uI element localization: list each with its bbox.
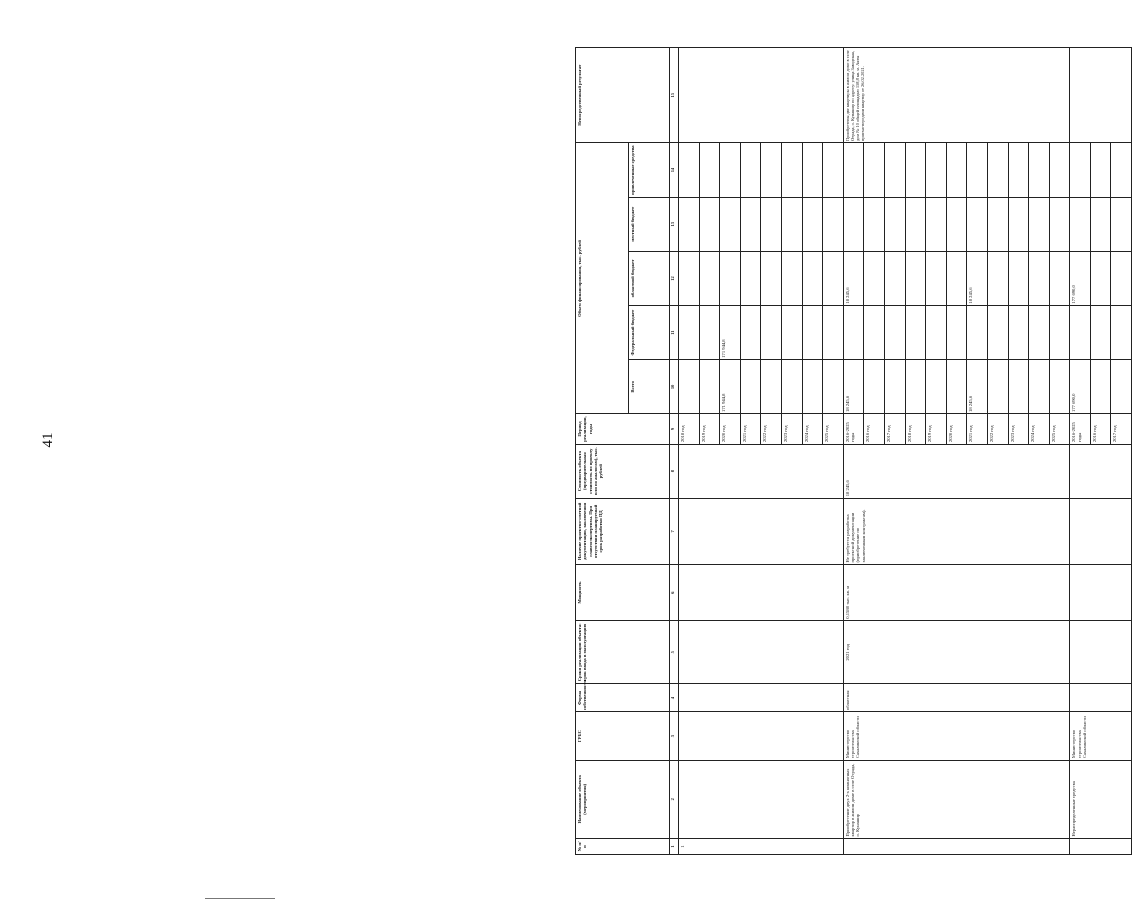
extra-cell: [884, 143, 905, 197]
undistributed-grbs: Министерство строительства Сахалинской области: [1070, 712, 1132, 760]
federal-cell: [1090, 306, 1111, 360]
period-cell: 2017 год: [884, 414, 905, 444]
object-cost: 18 245,6: [843, 444, 1070, 498]
undistributed-design-cell: [1070, 498, 1132, 564]
total-cell: 18 245,6: [843, 360, 864, 414]
column-number: 15: [670, 48, 679, 144]
column-number: 4: [670, 684, 679, 712]
period-cell: 2024 год: [802, 414, 823, 444]
local-cell: [967, 197, 988, 251]
local-cell: [1029, 197, 1050, 251]
regional-cell: [699, 251, 720, 305]
regional-cell: [905, 251, 926, 305]
local-cell: [843, 197, 864, 251]
regional-cell: 18 245,6: [967, 251, 988, 305]
total-cell: [1049, 360, 1070, 414]
federal-cell: [1070, 306, 1091, 360]
federal-cell: [1111, 306, 1132, 360]
federal-cell: [823, 306, 844, 360]
header-term: Сроки реализации объекта: срок ввода в эксплуатацию: [576, 621, 670, 684]
extra-cell: [987, 143, 1008, 197]
object-capacity: 0,1588 тыс. кв. м: [843, 564, 1070, 620]
federal-cell: [946, 306, 967, 360]
regional-cell: [1008, 251, 1029, 305]
block1-ownership-cell: [679, 684, 844, 712]
header-ownership: Форма собственности: [576, 684, 670, 712]
scan-artifact-line: [205, 898, 275, 899]
column-number: 6: [670, 564, 679, 620]
federal-cell: [926, 306, 947, 360]
period-cell: 2021 год: [967, 414, 988, 444]
regional-cell: [946, 251, 967, 305]
local-cell: [905, 197, 926, 251]
column-number: 7: [670, 498, 679, 564]
regional-cell: [761, 251, 782, 305]
period-cell: 2017 год: [1111, 414, 1132, 444]
extra-cell: [1049, 143, 1070, 197]
block1-result-cell: [679, 48, 844, 144]
total-cell: [802, 360, 823, 414]
extra-cell: [967, 143, 988, 197]
total-cell: [699, 360, 720, 414]
federal-cell: [1029, 306, 1050, 360]
undistributed-term-cell: [1070, 621, 1132, 684]
block1-grbs-cell: [679, 712, 844, 760]
total-cell: [781, 360, 802, 414]
undistributed-cost-cell: [1070, 444, 1132, 498]
period-cell: 2023 год: [781, 414, 802, 444]
regional-cell: [884, 251, 905, 305]
period-cell: 2018 год: [679, 414, 700, 444]
block1-name-cell: [679, 760, 844, 838]
table-row: [843, 48, 864, 855]
federal-cell: [679, 306, 700, 360]
column-number: 13: [670, 197, 679, 251]
total-cell: [864, 360, 885, 414]
header-result: Непосредственный результат: [576, 48, 670, 144]
regional-cell: 177 690,0: [1070, 251, 1091, 305]
regional-cell: [1049, 251, 1070, 305]
object-grbs: Министерство строительства Сахалинской области: [843, 712, 1070, 760]
regional-cell: [823, 251, 844, 305]
regional-cell: [926, 251, 947, 305]
federal-cell: [967, 306, 988, 360]
undistributed-name: Нераспределенные средства: [1070, 760, 1132, 838]
block1-num: 1: [679, 838, 844, 854]
header-regional: областной бюджет: [629, 251, 670, 305]
total-cell: [679, 360, 700, 414]
local-cell: [1090, 197, 1111, 251]
local-cell: [720, 197, 741, 251]
total-cell: [740, 360, 761, 414]
extra-cell: [926, 143, 947, 197]
local-cell: [926, 197, 947, 251]
header-capacity: Мощность: [576, 564, 670, 620]
block1-design-cell: [679, 498, 844, 564]
extra-cell: [823, 143, 844, 197]
extra-cell: [720, 143, 741, 197]
block1-term-cell: [679, 621, 844, 684]
extra-cell: [761, 143, 782, 197]
period-cell: 2019 год: [926, 414, 947, 444]
object-term: 2021 год: [843, 621, 1070, 684]
header-extra: привлеченные средства: [629, 143, 670, 197]
total-cell: 177 690,0: [1070, 360, 1091, 414]
local-cell: [946, 197, 967, 251]
undistributed-result-cell: [1070, 48, 1132, 144]
local-cell: [679, 197, 700, 251]
extra-cell: [679, 143, 700, 197]
local-cell: [781, 197, 802, 251]
column-number: 2: [670, 760, 679, 838]
extra-cell: [699, 143, 720, 197]
total-cell: [1090, 360, 1111, 414]
header-design-docs: Наличие проектно-сметной документации, заключения главгосэкспертизы. При отсутствии планируемый срок разработки ПД: [576, 498, 670, 564]
regional-cell: [720, 251, 741, 305]
period-cell: 2016 год: [1090, 414, 1111, 444]
federal-cell: [699, 306, 720, 360]
extra-cell: [1111, 143, 1132, 197]
period-cell: 2020 год: [946, 414, 967, 444]
header-total: Всего: [629, 360, 670, 414]
column-number: 3: [670, 712, 679, 760]
local-cell: [864, 197, 885, 251]
regional-cell: [802, 251, 823, 305]
extra-cell: [864, 143, 885, 197]
total-cell: [761, 360, 782, 414]
local-cell: [802, 197, 823, 251]
federal-cell: [740, 306, 761, 360]
total-cell: [1111, 360, 1132, 414]
federal-cell: [864, 306, 885, 360]
regional-cell: [1111, 251, 1132, 305]
header-cost: Стоимость объекта (предварительная стоимость по проекту или по аналогам), тыс. рублей: [576, 444, 670, 498]
header-grbs: ГРБС: [576, 712, 670, 760]
period-cell: 2023 год: [1008, 414, 1029, 444]
column-number: 5: [670, 621, 679, 684]
extra-cell: [802, 143, 823, 197]
extra-cell: [843, 143, 864, 197]
undistributed-capacity-cell: [1070, 564, 1132, 620]
table-row: [1070, 48, 1091, 855]
total-cell: [1008, 360, 1029, 414]
column-number: 12: [670, 251, 679, 305]
block1-cost-cell: [679, 444, 844, 498]
extra-cell: [1070, 143, 1091, 197]
local-cell: [1008, 197, 1029, 251]
federal-cell: [1008, 306, 1029, 360]
local-cell: [1111, 197, 1132, 251]
rotated-table-sheet: [575, 47, 1118, 855]
local-cell: [1049, 197, 1070, 251]
federal-cell: [761, 306, 782, 360]
regional-cell: [740, 251, 761, 305]
local-cell: [987, 197, 1008, 251]
regional-cell: [864, 251, 885, 305]
object-name: Приобретение двух 2-х комнатных квартир в жилом доме в селе Отрада, о. Кунашир: [843, 760, 1070, 838]
local-cell: [1070, 197, 1091, 251]
period-cell: 2022 год: [761, 414, 782, 444]
header-local: местный бюджет: [629, 197, 670, 251]
table-row: [679, 48, 700, 855]
local-cell: [761, 197, 782, 251]
total-cell: 171 944,8: [720, 360, 741, 414]
regional-cell: [1029, 251, 1050, 305]
total-cell: [946, 360, 967, 414]
local-cell: [823, 197, 844, 251]
object-design-docs: Не требуется разработка проектной документации (приобретение по заключенным контрактам).: [843, 498, 1070, 564]
period-cell: 2016 год: [864, 414, 885, 444]
header-federal: Федеральный бюджет: [629, 306, 670, 360]
total-cell: [905, 360, 926, 414]
period-cell: 2016-2025 годы: [843, 414, 864, 444]
local-cell: [884, 197, 905, 251]
header-period: Период реализации, годы: [576, 414, 670, 444]
object-ownership: областная: [843, 684, 1070, 712]
period-cell: 2024 год: [1029, 414, 1050, 444]
undistributed-ownership-cell: [1070, 684, 1132, 712]
federal-cell: [884, 306, 905, 360]
total-cell: [987, 360, 1008, 414]
header-num: № п/п: [576, 838, 670, 854]
total-cell: [884, 360, 905, 414]
block1-capacity-cell: [679, 564, 844, 620]
regional-cell: [781, 251, 802, 305]
page-number: 41: [40, 432, 56, 448]
object-num-cell: [843, 838, 1070, 854]
total-cell: 18 245,6: [967, 360, 988, 414]
column-number: 8: [670, 444, 679, 498]
federal-cell: [1049, 306, 1070, 360]
period-cell: 2018 год: [905, 414, 926, 444]
total-cell: [823, 360, 844, 414]
header-name: Наименование объекта (мероприятия): [576, 760, 670, 838]
column-number: 14: [670, 143, 679, 197]
column-number: 9: [670, 414, 679, 444]
column-number: 1: [670, 838, 679, 854]
period-cell: 2019 год: [699, 414, 720, 444]
period-cell: 2021 год: [740, 414, 761, 444]
column-number: 10: [670, 360, 679, 414]
federal-cell: [987, 306, 1008, 360]
header-financing: Объем финансирования, тыс. рублей: [576, 143, 629, 414]
local-cell: [740, 197, 761, 251]
extra-cell: [946, 143, 967, 197]
period-cell: 2022 год: [987, 414, 1008, 444]
extra-cell: [905, 143, 926, 197]
federal-cell: 171 944,8: [720, 306, 741, 360]
regional-cell: [987, 251, 1008, 305]
federal-cell: [843, 306, 864, 360]
federal-cell: [781, 306, 802, 360]
total-cell: [1029, 360, 1050, 414]
period-cell: 2016-2025 годы: [1070, 414, 1091, 444]
extra-cell: [740, 143, 761, 197]
column-number: 11: [670, 306, 679, 360]
federal-cell: [905, 306, 926, 360]
local-cell: [699, 197, 720, 251]
federal-cell: [802, 306, 823, 360]
total-cell: [926, 360, 947, 414]
period-cell: 2025 год: [1049, 414, 1070, 444]
object-result: Приобретены две квартиры в жилом доме в селе Отрада, о. Кунашир по адресу: улица Заводская, дом № 10 общей площадью 158,8 кв. м. Акты приема-передачи квартир от 26.02.2021.: [843, 48, 1070, 144]
extra-cell: [1090, 143, 1111, 197]
extra-cell: [781, 143, 802, 197]
extra-cell: [1029, 143, 1050, 197]
period-cell: 2025 год: [823, 414, 844, 444]
regional-cell: [679, 251, 700, 305]
financing-table: [575, 47, 1132, 855]
undistributed-num-cell: [1070, 838, 1132, 854]
regional-cell: [1090, 251, 1111, 305]
period-cell: 2020 год: [720, 414, 741, 444]
extra-cell: [1008, 143, 1029, 197]
regional-cell: 18 245,6: [843, 251, 864, 305]
